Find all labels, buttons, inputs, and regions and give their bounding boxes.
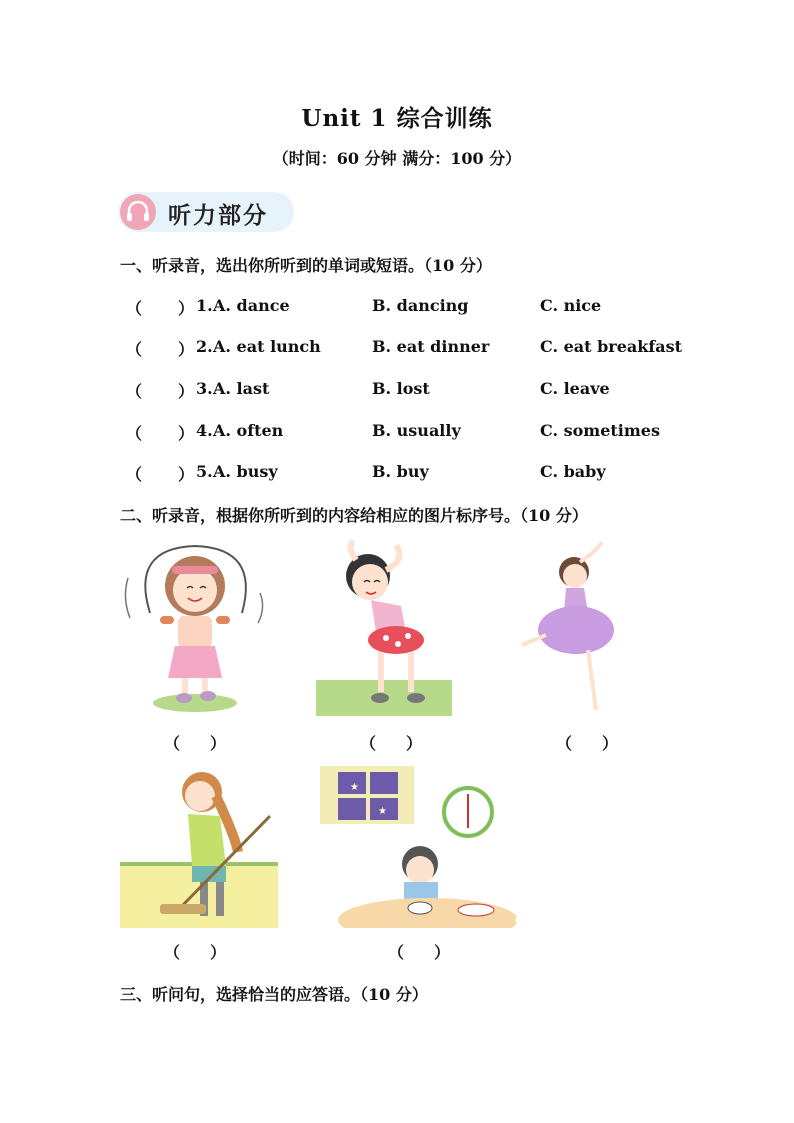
- option-a: A. often: [213, 421, 284, 440]
- svg-text:★: ★: [378, 806, 387, 817]
- question-row: （ ） 5. A. busy B. buy C. baby: [126, 462, 606, 484]
- picture-sweeping: [120, 766, 278, 928]
- option-c: C. baby: [540, 462, 606, 481]
- option-a: A. dance: [213, 296, 290, 315]
- question-number: 4.: [196, 421, 213, 440]
- option-c: C. leave: [540, 379, 610, 398]
- picture-ballet: [518, 540, 618, 716]
- question-row: （ ） 3. A. last B. lost C. leave: [126, 379, 610, 401]
- answer-blank: （ ）: [164, 734, 227, 753]
- option-a: A. eat lunch: [213, 337, 321, 356]
- page-title: Unit 1 综合训练: [301, 105, 493, 132]
- option-c: C. nice: [540, 296, 602, 315]
- option-b: B. lost: [372, 379, 430, 398]
- part2-heading: 二、听录音，根据你所听到的内容给相应的图片标序号。（10 分）: [120, 506, 588, 525]
- part3-heading: 三、听问句，选择恰当的应答语。（10 分）: [120, 985, 428, 1004]
- question-row: （ ） 1. A. dance B. dancing C. nice: [126, 296, 602, 318]
- option-b: B. dancing: [372, 296, 469, 315]
- option-b: B. eat dinner: [372, 337, 490, 356]
- question-number: 1.: [196, 296, 213, 315]
- answer-blank: （ ）: [164, 943, 227, 962]
- exam-info: （时间：60 分钟 满分：100 分）: [272, 149, 522, 168]
- option-c: C. eat breakfast: [540, 337, 682, 356]
- part1-heading: 一、听录音，选出你所听到的单词或短语。（10 分）: [120, 256, 492, 275]
- question-number: 3.: [196, 379, 213, 398]
- option-b: B. buy: [372, 462, 429, 481]
- option-b: B. usually: [372, 421, 461, 440]
- section-badge: [118, 192, 294, 232]
- option-a: A. busy: [213, 462, 278, 481]
- question-row: （ ） 2. A. eat lunch B. eat dinner C. eat breakfast: [126, 337, 682, 359]
- section-label: 听力部分: [168, 203, 268, 229]
- picture-exercise: [316, 540, 452, 716]
- question-row: （ ） 4. A. often B. usually C. sometimes: [126, 421, 660, 443]
- question-number: 5.: [196, 462, 213, 481]
- headphones-icon: [120, 194, 156, 230]
- answer-blank: （ ）: [360, 734, 423, 753]
- picture-jump-rope: [120, 538, 270, 718]
- answer-blank: （ ）: [556, 734, 619, 753]
- answer-blank: （ ）: [388, 943, 451, 962]
- option-a: A. last: [213, 379, 270, 398]
- question-number: 2.: [196, 337, 213, 356]
- picture-dinner: [316, 760, 516, 928]
- svg-text:★: ★: [350, 782, 359, 793]
- option-c: C. sometimes: [540, 421, 660, 440]
